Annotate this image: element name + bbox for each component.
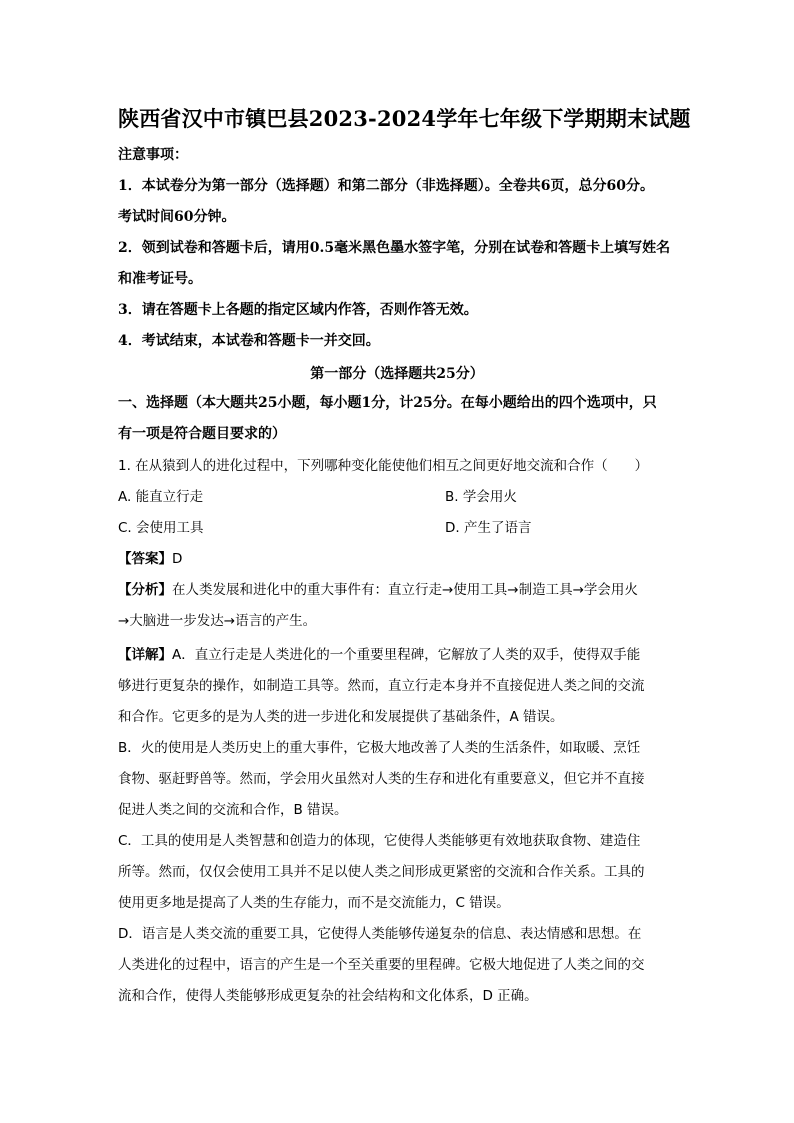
detail-line-10: D．语言是人类交流的重要工具，它使得人类能够传递复杂的信息、表达情感和思想。在 <box>118 926 642 942</box>
detail-line-8: 所等。然而，仅仅会使用工具并不足以使人类之间形成更紧密的交流和合作关系。工具的 <box>118 864 645 880</box>
option-d: D. 产生了语言 <box>445 520 532 536</box>
page-title: 陕西省汉中市镇巴县2023-2024学年七年级下学期期末试题 <box>118 106 691 131</box>
question-stem: 1. 在从猿到人的进化过程中，下列哪种变化能使他们相互之间更好地交流和合作（ ） <box>118 458 649 474</box>
analysis-line-2: →大脑进一步发达→语言的产生。 <box>118 613 317 629</box>
option-a: A. 能直立行走 <box>118 489 204 505</box>
option-c: C. 会使用工具 <box>118 520 204 536</box>
notice-line-6: 4．考试结束，本试卷和答题卡一并交回。 <box>118 333 380 349</box>
analysis-tag: 【分析】 <box>118 582 172 598</box>
notice-line-3: 2．领到试卷和答题卡后，请用0.5毫米黑色墨水签字笔，分别在试卷和答题卡上填写姓名 <box>118 240 671 256</box>
detail-line-5: 食物、驱赶野兽等。然而，学会用火虽然对人类的生存和进化有重要意义，但它并不直接 <box>118 771 645 787</box>
detail-line-11: 人类进化的过程中，语言的产生是一个至关重要的里程碑。它极大地促进了人类之间的交 <box>118 957 645 973</box>
notice-heading: 注意事项： <box>118 147 188 163</box>
section-heading-line-2: 有一项是符合题目要求的） <box>118 426 286 442</box>
answer-value: D <box>172 551 183 567</box>
detail-line-6: 促进人类之间的交流和合作，B 错误。 <box>118 802 348 818</box>
answer-line <box>118 550 182 568</box>
notice-line-5: 3．请在答题卡上各题的指定区域内作答，否则作答无效。 <box>118 302 478 318</box>
detail-line-1 <box>118 646 640 664</box>
analysis-line-1 <box>118 581 638 599</box>
part-heading: 第一部分（选择题共25分） <box>310 366 484 382</box>
analysis-text-1: 在人类发展和进化中的重大事件有：直立行走→使用工具→制造工具→学会用火 <box>172 582 638 598</box>
detail-line-3: 和合作。它更多的是为人类的进一步进化和发展提供了基础条件，A 错误。 <box>118 709 564 725</box>
section-heading-line-1: 一、选择题（本大题共25小题，每小题1分，计25分。在每小题给出的四个选项中，只 <box>118 395 657 411</box>
detail-tag: 【详解】 <box>118 647 172 663</box>
notice-line-4: 和准考证号。 <box>118 271 202 287</box>
detail-line-12: 流和合作，使得人类能够形成更复杂的社会结构和文化体系，D 正确。 <box>118 988 538 1004</box>
detail-line-4: B．火的使用是人类历史上的重大事件，它极大地改善了人类的生活条件，如取暖、烹饪 <box>118 740 641 756</box>
detail-line-2: 够进行更复杂的操作，如制造工具等。然而，直立行走本身并不直接促进人类之间的交流 <box>118 678 645 694</box>
detail-line-9: 使用更多地是提高了人类的生存能力，而不是交流能力，C 错误。 <box>118 895 510 911</box>
detail-text-1: A．直立行走是人类进化的一个重要里程碑，它解放了人类的双手，使得双手能 <box>172 647 641 663</box>
notice-line-1: 1．本试卷分为第一部分（选择题）和第二部分（非选择题）。全卷共6页，总分60分。 <box>118 178 654 194</box>
option-b: B. 学会用火 <box>445 489 517 505</box>
answer-tag: 【答案】 <box>118 551 172 567</box>
notice-line-2: 考试时间60分钟。 <box>118 209 236 225</box>
detail-line-7: C．工具的使用是人类智慧和创造力的体现，它使得人类能够更有效地获取食物、建造住 <box>118 833 641 849</box>
